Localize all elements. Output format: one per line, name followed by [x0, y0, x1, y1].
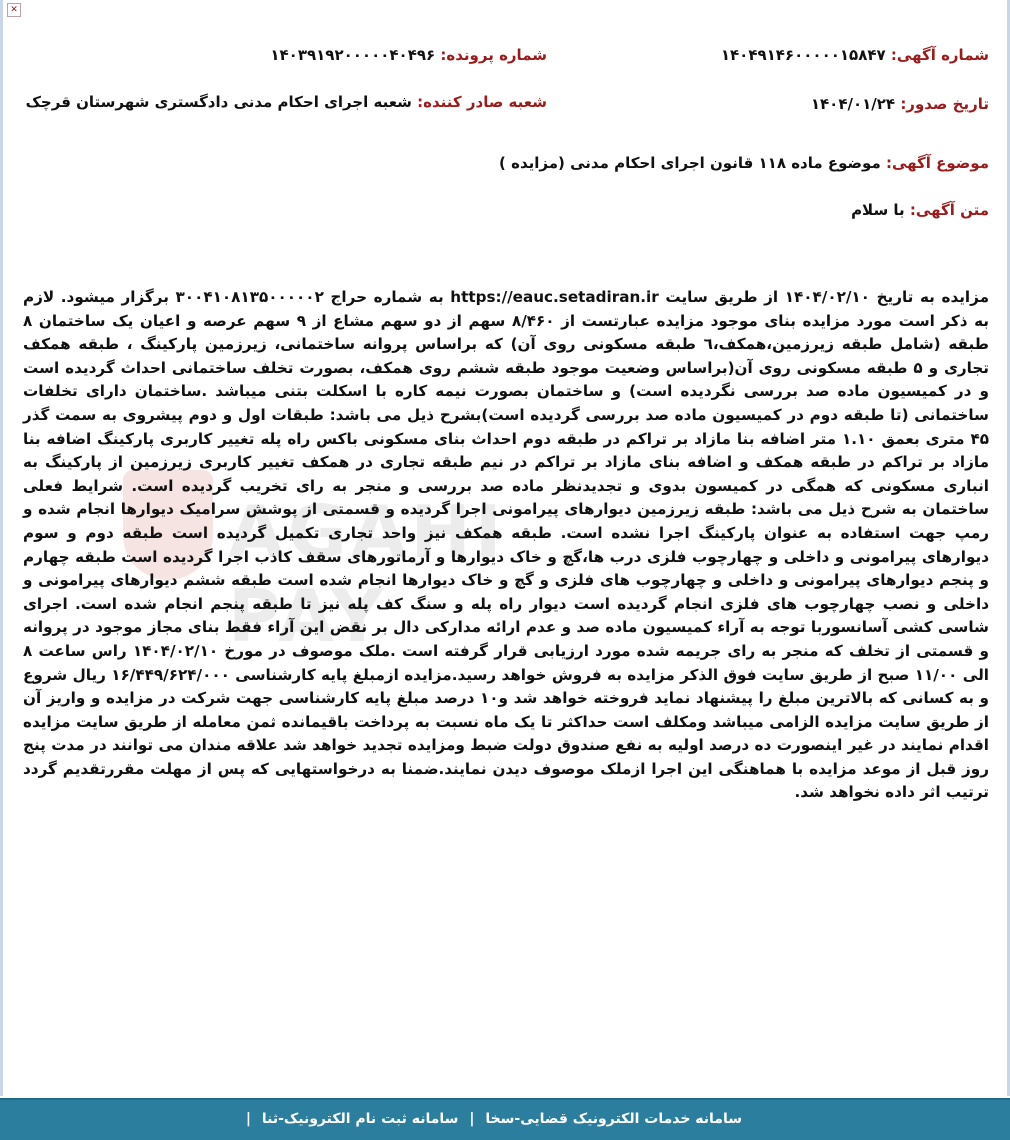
case-number-label: شماره پرونده:	[440, 46, 547, 64]
ad-number-label: شماره آگهی:	[890, 46, 989, 64]
footer-separator: |	[469, 1111, 475, 1127]
greeting: با سلام	[851, 201, 905, 219]
ad-number-value: ۱۴۰۴۹۱۴۶۰۰۰۰۰۱۵۸۴۷	[720, 46, 886, 64]
issue-date-field	[811, 95, 989, 113]
text-field	[851, 201, 989, 219]
text-label: متن آگهی:	[909, 201, 989, 219]
subject-field	[499, 154, 989, 172]
footer-link-sakha[interactable]: سامانه خدمات الکترونیک قضایی-سخا	[485, 1111, 742, 1127]
subject-value: موضوع ماده ۱۱۸ قانون اجرای احکام مدنی (مزایده )	[499, 154, 881, 172]
subject-label: موضوع آگهی:	[885, 154, 989, 172]
case-number-value: ۱۴۰۳۹۱۹۲۰۰۰۰۰۴۰۴۹۶	[270, 46, 436, 64]
issue-date-label: تاریخ صدور:	[900, 95, 989, 113]
footer-separator-trailing: |	[245, 1111, 251, 1127]
case-number-field	[270, 46, 547, 64]
issuer-field	[26, 93, 547, 111]
issuer-value: شعبه اجرای احکام مدنی دادگستری شهرستان قرچک	[25, 93, 412, 111]
issue-date-value: ۱۴۰۴/۰۱/۲۴	[810, 95, 896, 113]
footer-link-sana[interactable]: سامانه ثبت نام الکترونیک-ثنا	[261, 1111, 459, 1127]
ad-number-field	[721, 46, 989, 64]
footer-links	[240, 1111, 742, 1127]
issuer-label: شعبه صادر کننده:	[417, 93, 547, 111]
notice-body-text: مزایده به تاریخ ۱۴۰۴/۰۲/۱۰ از طریق سایت https://eauc.setadiran.ir به شماره حراج ۳۰۰۴۱۰۸۱۳۵۰۰۰۰۰۲ برگزار میشود. لازم به ذکر است مورد مزایده بنای موجود مزایده عبارتست از ۸/۴۶۰ سهم از دو سهم مشاع از ۹ سهم عرصه و اعیان یک ساختمان ۸ طبقه (شامل طبقه زیرزمین،همکف،٦ طبقه مسکونی روی آن) که براساس پروانه ساختمانی، زیرزمین پارکینگ ، طبقه همکف تجاری و ۵ طبقه مسکونی روی آن(براساس وضعیت موجود طبقه ششم روی همکف، بصورت تخلف ساختمانی احداث گردیده است و در کمیسیون ماده صد بررسی نگردیده است) و ساختمان بصورت نیمه کاره با اسکلت بتنی میباشد .ساختمان دارای تخلفات ساختمانی (تا طبقه دوم در کمیسیون ماده صد بررسی گردیده است)بشرح ذیل می باشد: طبقات اول و دوم پیشروی به سمت گذر ۴۵ متری بعمق ۱.۱۰ متر اضافه بنا مازاد بر تراکم در طبقه دوم احداث بنای مسکونی باکس راه پله تغییر کاربری پارکینگ اضافه بنا مازاد بر تراکم در طبقه همکف و اضافه بنای مازاد بر تراکم در نیم طبقه تجاری در همکف تغییر کاربری زیرزمین از پارکینگ به انباری مسکونی که همگی در کمیسون بدوی و تجدیدنظر ماده صد بررسی و منجر به رای تخریب گردیده است. شرایط فعلی ساختمان به شرح ذیل می باشد: طبقه زیرزمین دیوارهای پیرامونی اجرا گردیده و قسمتی از پوشش سرامیک دیوارها انجام شده و رمپ جهت استفاده به عنوان پارکینگ اجرا نشده است. طبقه همکف نیز واحد تجاری تکمیل گردیده است طبقه دوم و سوم دیوارهای پیرامونی و داخلی و چهارچوب فلزی درب ها،گچ و خاک دیوارها و آرماتورهای سقف کاذب اجرا گردیده است طبقه چهارم و پنجم دیوارهای پیرامونی و داخلی و چهارچوب های فلزی و گچ و خاک دیوارها انجام شده است طبقه ششم دیوارهای پیرامونی و داخلی و نصب چهارچوب های فلزی انجام گردیده است دیوار راه پله و سنگ کف پله نیز تا طبقه پنجم انجام شده است. اجرای شاسی کشی آسانسوربا توجه به آراء کمیسیون ماده صد و عدم ارائه مدارکی دال بر نقض این آراء فقط بنای مجاز موجود در پروانه و قسمتی از تخلف که منجر به رای جریمه شده مورد ارزیابی قرار گرفته است .ملک موصوف در مورخ ۱۴۰۴/۰۲/۱۰ راس ساعت ۸ الی ۱۱/۰۰ صبح از طریق سایت فوق الذکر مزایده به فروش خواهد رسید.مزایده ازمبلغ پایه کارشناسی ۱۶/۴۴۹/۶۲۴/۰۰۰ ریال شروع و به کسانی که بالاترین مبلغ را پیشنهاد نماید فروخته خواهد شد و۱۰ درصد مبلغ پایه کارشناسی جهت شرکت در مزایده و واریز آن از طریق سایت مزایده الزامی میباشد ومکلف است حداکثر تا یک ماه نسبت به پرداخت باقیمانده ثمن معامله از طریق سایت مزایده اقدام نمایند در غیر اینصورت ده درصد اولیه به نفع صندوق دولت ضبط ومزایده تجدید خواهد شد علاقه مندان می توانند در مدت پنج روز قبل از موعد مزایده با هماهنگی این اجرا ازملک موصوف دیدن نمایند.ضمنا به درخواستهایی که پس از مهلت مقررتقدیم گردد ترتیب اثر داده نخواهد شد.	[23, 288, 990, 802]
watermark-mark: AGAHI PAY	[228, 490, 506, 658]
footer-bar	[0, 1098, 1010, 1140]
close-icon[interactable]: ✕	[7, 3, 21, 17]
